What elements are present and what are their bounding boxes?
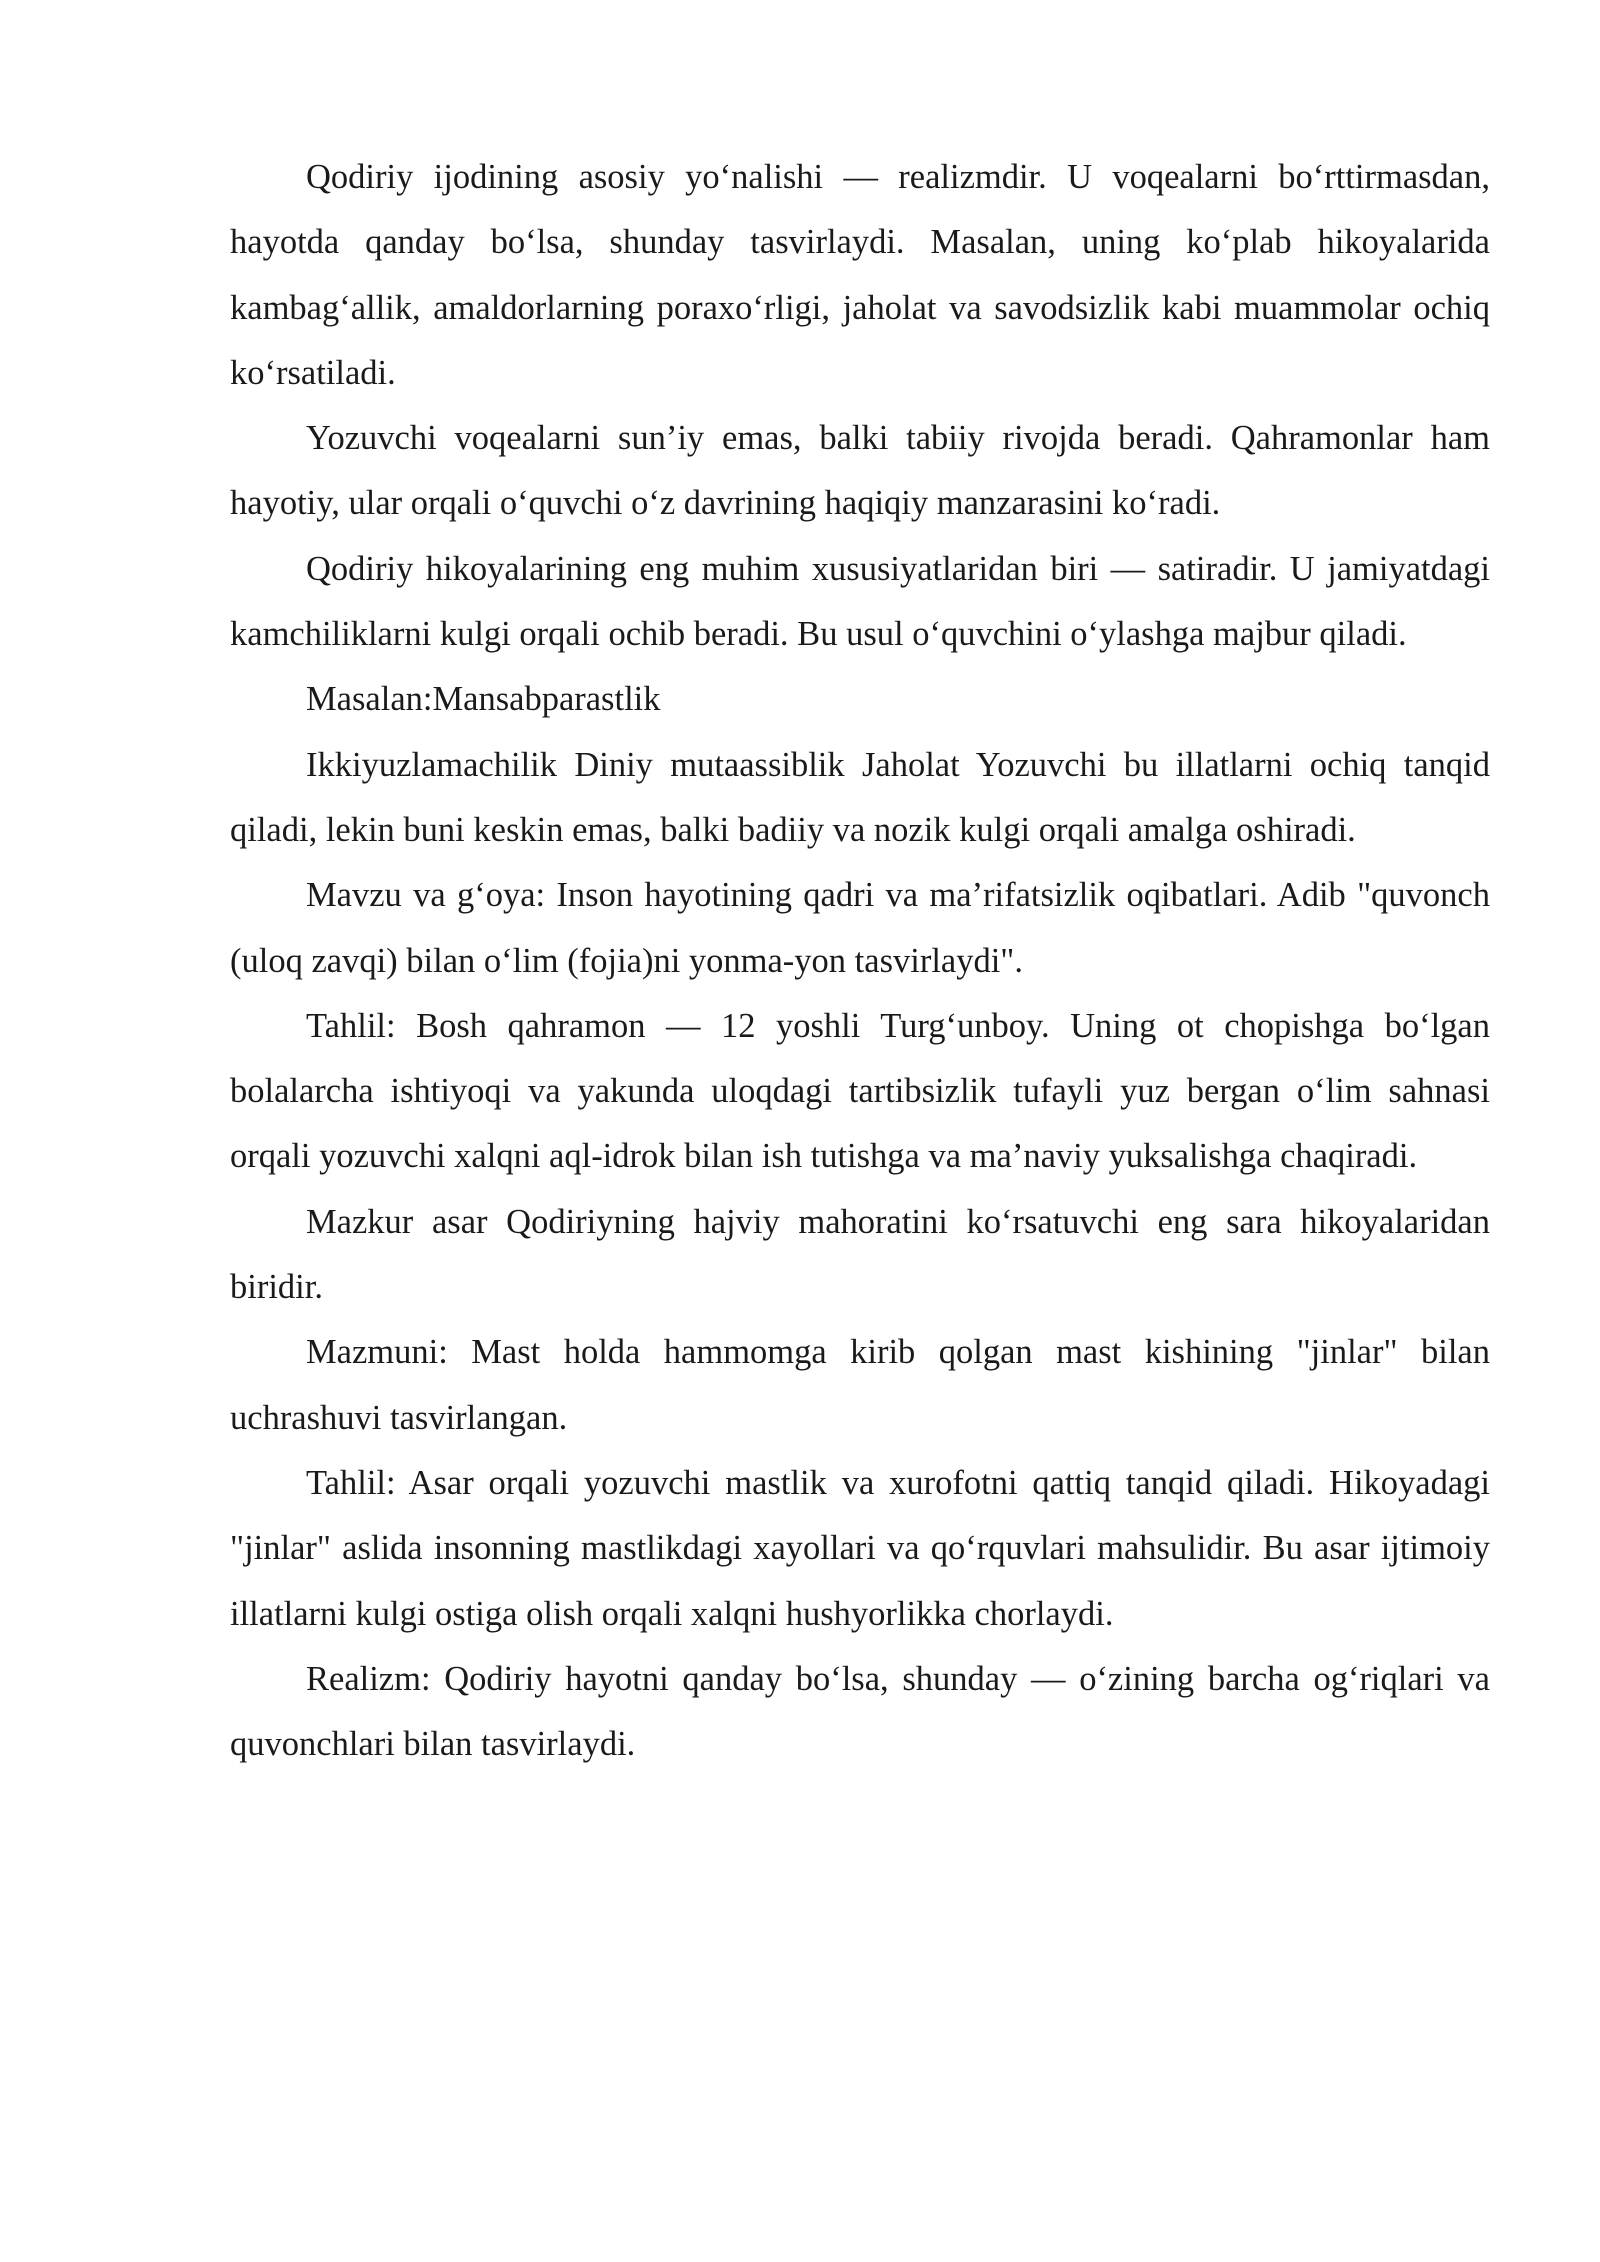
paragraph-theme-idea: Mavzu va g‘oya: Inson hayotining qadri va ma’rifatsizlik oqibatlari. Adib "quvonch (uloq zavqi) bilan o‘lim (fojia)ni yonma-yon tasvirlaydi". xyxy=(230,876,1490,980)
paragraph-analysis-jinlar: Tahlil: Asar orqali yozuvchi mastlik va xurofotni qattiq tanqid qiladi. Hikoyadagi "jinlar" aslida insonning mastlikdagi xayollari va qo‘rquvlari mahsulidir. Bu asar ijtimoiy illatlarni kulgi ostiga olish orqali xalqni hushyorlikka chorlaydi. xyxy=(230,1463,1490,1633)
paragraph-analysis-turgunboy: Tahlil: Bosh qahramon — 12 yoshli Turg‘unboy. Uning ot chopishga bo‘lgan bolalarcha ishtiyoqi va yakunda uloqdagi tartibsizlik tufayli yuz bergan o‘lim sahnasi orqali yozuvchi xalqni aql-idrok bilan ish tutishga va ma’naviy yuksalishga chaqiradi. xyxy=(230,1006,1490,1176)
document-body xyxy=(230,145,1490,1777)
paragraph-realism-intro: Qodiriy ijodining asosiy yo‘nalishi — realizmdir. U voqealarni bo‘rttirmasdan, hayotda qanday bo‘lsa, shunday tasvirlaydi. Masalan, uning ko‘plab hikoyalarida kambag‘allik, amaldorlarning poraxo‘rligi, jaholat va savodsizlik kabi muammolar ochiq ko‘rsatiladi. xyxy=(230,158,1490,392)
paragraph-realism-conclusion: Realizm: Qodiriy hayotni qanday bo‘lsa, shunday — o‘zining barcha og‘riqlari va quvonchlari bilan tasvirlaydi. xyxy=(230,1659,1490,1764)
paragraph-content-summary: Mazmuni: Mast holda hammomga kirib qolgan mast kishining "jinlar" bilan uchrashuvi tasvirlangan. xyxy=(230,1333,1490,1437)
paragraph-example-heading: Masalan:Mansabparastlik xyxy=(306,680,661,719)
paragraph-satire: Qodiriy hikoyalarining eng muhim xususiyatlaridan biri — satiradir. U jamiyatdagi kamchiliklarni kulgi orqali ochib beradi. Bu usul o‘quvchini o‘ylashga majbur qiladi. xyxy=(230,549,1490,654)
paragraph-humor-mastery: Mazkur asar Qodiriyning hajviy mahoratini ko‘rsatuvchi eng sara hikoyalaridan biridir. xyxy=(230,1202,1490,1307)
paragraph-natural-development: Yozuvchi voqealarni sun’iy emas, balki tabiiy rivojda beradi. Qahramonlar ham hayotiy, ular orqali o‘quvchi o‘z davrining haqiqiy manzarasini ko‘radi. xyxy=(230,419,1490,523)
paragraph-vices-list: Ikkiyuzlamachilik Diniy mutaassiblik Jaholat Yozuvchi bu illatlarni ochiq tanqid qiladi, lekin buni keskin emas, balki badiiy va nozik kulgi orqali amalga oshiradi. xyxy=(230,745,1490,849)
